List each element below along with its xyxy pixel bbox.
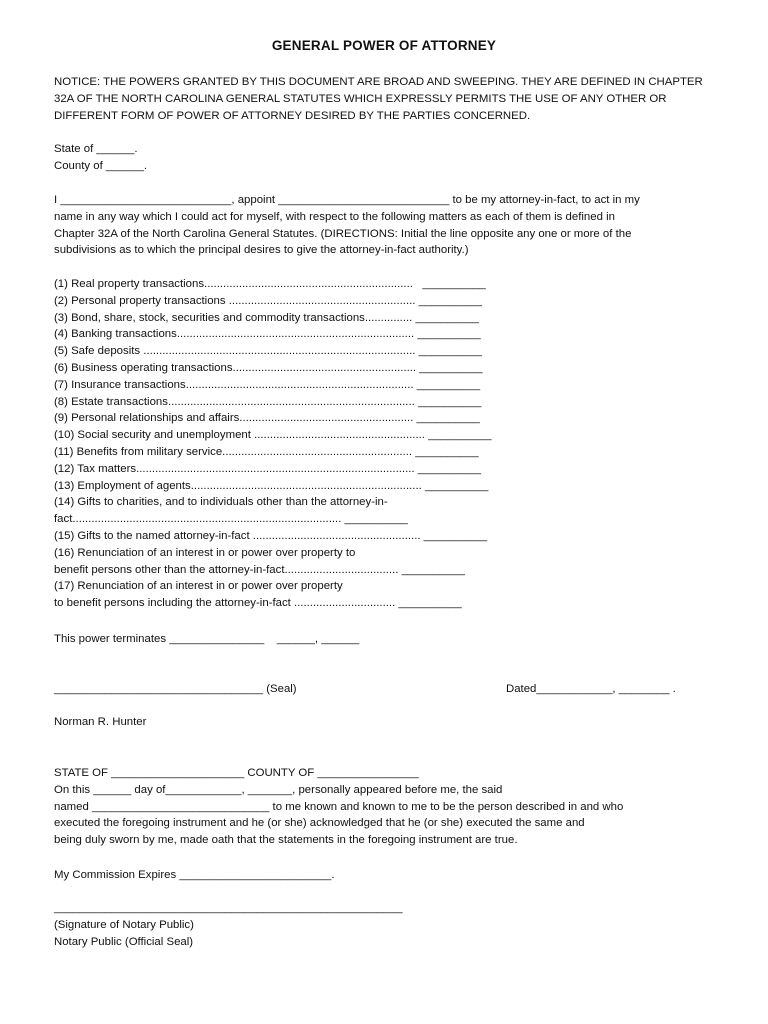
power-item: (16) Renunciation of an interest in or power over property to: [54, 546, 356, 559]
power-item: (8) Estate transactions.............................................................................. __________: [54, 395, 482, 408]
notary-line: named ____________________________ to me known and known to me to be the person described in and who: [54, 800, 624, 813]
notice-line: DIFFERENT FORM OF POWER OF ATTORNEY DESIRED BY THE PARTIES CONCERNED.: [54, 109, 531, 122]
power-item: (11) Benefits from military service............................................................ __________: [54, 445, 479, 458]
power-item: (5) Safe deposits ...................................................................................... __________: [54, 345, 482, 358]
dated-line: Dated____________, ________ .: [506, 683, 676, 695]
power-item: fact..................................................................................... __________: [54, 513, 408, 526]
seal-signature-line: _________________________________ (Seal): [54, 683, 297, 695]
power-item: (12) Tax matters........................................................................................ __________: [54, 462, 482, 475]
power-item: (3) Bond, share, stock, securities and commodity transactions............... __________: [54, 311, 479, 324]
power-item: (9) Personal relationships and affairs....................................................... __________: [54, 412, 480, 425]
power-item: to benefit persons including the attorney-in-fact ................................ __________: [54, 597, 462, 610]
power-item: (14) Gifts to charities, and to individuals other than the attorney-in-: [54, 496, 388, 509]
principal-name: Norman R. Hunter: [54, 716, 147, 728]
powers-list: [54, 276, 724, 612]
document-title: GENERAL POWER OF ATTORNEY: [271, 38, 497, 53]
county-line: County of ______.: [54, 159, 148, 172]
notary-line: executed the foregoing instrument and he (or she) acknowledged that he (or she) executed the same and: [54, 817, 585, 830]
termination-line: [54, 631, 724, 648]
notary-line: being duly sworn by me, made oath that the statements in the foregoing instrument are true.: [54, 834, 518, 847]
notary-seal-caption: Notary Public (Official Seal): [54, 935, 194, 948]
power-item: (7) Insurance transactions........................................................................ __________: [54, 378, 481, 391]
notary-signature-caption: (Signature of Notary Public): [54, 918, 194, 931]
power-item: (2) Personal property transactions ........................................................... __________: [54, 294, 482, 307]
power-item: (13) Employment of agents......................................................................... __________: [54, 479, 489, 492]
notary-acknowledgment: [54, 765, 724, 849]
power-item: (10) Social security and unemployment ...................................................... __________: [54, 429, 492, 442]
intro-line: subdivisions as to which the principal desires to give the attorney-in-fact authority.): [54, 244, 469, 257]
power-item: (17) Renunciation of an interest in or power over property: [54, 580, 343, 593]
principal-name-block: [54, 714, 724, 731]
notice-paragraph: [54, 74, 724, 124]
power-item: benefit persons other than the attorney-in-fact.................................... __________: [54, 563, 465, 576]
notice-line: NOTICE: THE POWERS GRANTED BY THIS DOCUMENT ARE BROAD AND SWEEPING. THEY ARE DEFINED IN CHAPTER: [54, 76, 703, 88]
commission-block: [54, 867, 724, 884]
power-item: (4) Banking transactions........................................................................... __________: [54, 328, 481, 341]
notice-line: 32A OF THE NORTH CAROLINA GENERAL STATUTES WHICH EXPRESSLY PERMITS THE USE OF ANY OTHER OR: [54, 92, 667, 105]
jurisdiction: [54, 141, 724, 175]
commission-expires: My Commission Expires ________________________.: [54, 869, 335, 881]
intro-line: Chapter 32A of the North Carolina General Statutes. (DIRECTIONS: Initial the line opposite any one or more of the: [54, 227, 632, 240]
power-item: (15) Gifts to the named attorney-in-fact ..................................................... __________: [54, 529, 488, 542]
power-item: (1) Real property transactions.................................................................. __________: [54, 278, 486, 290]
intro-line: I ___________________________, appoint ___________________________ to be my attorney-in-fact, to act in my: [54, 194, 640, 206]
appointment-paragraph: [54, 192, 724, 259]
notary-line: On this ______ day of____________, _______, personally appeared before me, the said: [54, 783, 503, 796]
power-item: (6) Business operating transactions.......................................................... __________: [54, 361, 483, 374]
notary-signature-line: _______________________________________________________: [54, 902, 403, 914]
state-line: State of ______.: [54, 143, 138, 155]
notary-line: STATE OF _____________________ COUNTY OF ________________: [54, 767, 419, 779]
intro-line: name in any way which I could act for myself, with respect to the following matters as each of them is defined in: [54, 210, 615, 223]
terminates-text: This power terminates _______________ ______, ______: [54, 633, 360, 645]
notary-signature-block: [54, 900, 724, 950]
